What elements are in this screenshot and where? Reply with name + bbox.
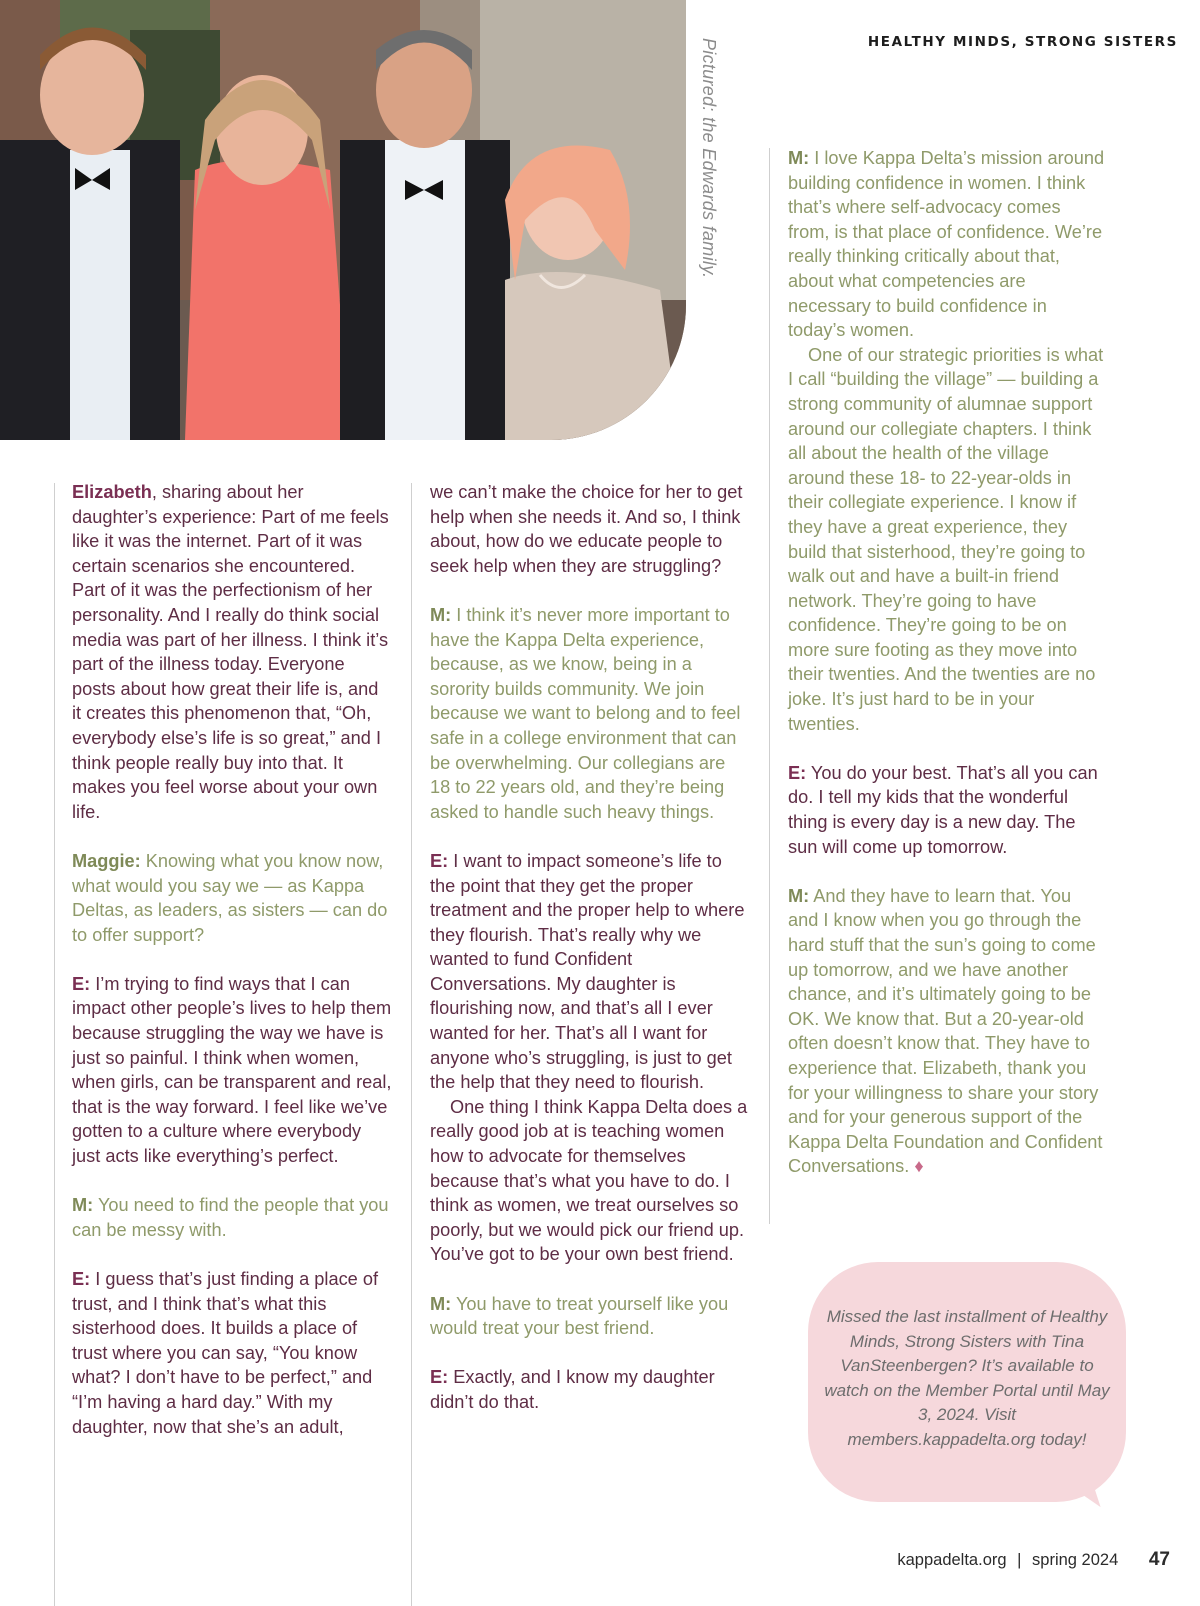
paragraph [72,972,392,1169]
paragraph-text: You have to treat yourself like you would treat your best friend. [430,1293,729,1339]
speaker-label: M: [430,604,452,625]
paragraph [72,1267,392,1439]
paragraph-text: One of our strategic priorities is what I call “building the village” — building a strong community of alumnae support around our collegiate chapters. I think all about the health of the village around these 18- to 22-year-olds in their collegiate experience. I know if they have a great experience, they build that sisterhood, they’re going to walk out and have a built-in friend network. They’re going to have confidence. They’re going to be on more sure footing as they move into their twenties. And the twenties are no joke. It’s just hard to be in your twenties. [788,344,1104,734]
speaker-label: E: [430,850,449,871]
column-rule-1 [54,483,55,1606]
paragraph-text: You do your best. That’s all you can do. I tell my kids that the wonderful thing is every day is a new day. The sun will come up tomorrow. [788,762,1098,857]
speaker-label: E: [788,762,807,783]
paragraph [72,480,392,824]
column-rule-3 [769,148,770,1224]
paragraph-text: I love Kappa Delta’s mission around building confidence in women. I think that’s where self-advocacy comes from, is that place of confidence. We’re really thinking critically about that, about what competencies are necessary to build confidence in today’s women. [788,148,1105,341]
callout-text: Missed the last installment of Healthy Minds, Strong Sisters with Tina VanSteenbergen? It’s available to watch on the Member Portal until May 3, 2024. Visit members.kappadelta.org today! [824,1307,1110,1449]
photo-caption: Pictured: the Edwards family. [699,38,719,279]
end-mark-diamond-icon: ♦ [909,1156,924,1177]
paragraph [788,343,1106,737]
paragraph-text: You need to find the people that you can be messy with. [72,1195,389,1240]
paragraph [430,1365,750,1414]
footer-site: kappadelta.org [897,1551,1007,1569]
paragraph [430,1292,750,1341]
speaker-label: M: [788,148,810,168]
article-column-3 [788,146,1106,1204]
paragraph [788,761,1106,859]
speaker-label: Maggie: [72,850,141,871]
paragraph [72,1193,392,1242]
section-title: HEALTHY MINDS, STRONG SISTERS [867,34,1178,50]
paragraph-text: Exactly, and I know my daughter didn’t do that. [430,1367,715,1412]
paragraph [430,603,750,824]
paragraph-text: I think it’s never more important to have the Kappa Delta experience, because, as we know, being in a sorority builds community. We join because we want to belong and to feel safe in a college environment that can be overwhelming. Our collegians are 18 to 22 years old, and they’re being asked to handle such heavy things. [430,604,741,822]
speaker-label: E: [430,1367,449,1388]
family-photo [0,0,686,440]
paragraph [430,849,750,1095]
column-rule-2 [411,483,412,1606]
paragraph [72,849,392,947]
footer-issue: spring 2024 [1032,1551,1119,1569]
speaker-label: M: [72,1195,94,1216]
speaker-label: M: [430,1293,452,1314]
page-footer [897,1549,1170,1571]
paragraph-text: , sharing about her daughter’s experience: Part of me feels like it was the internet. Part of it was certain scenarios she encountered. Part of it was the perfectionism of her personality. And I really do think social media was part of her illness. I think it’s part of the illness today. Everyone posts about how great their life is, and it creates this phenomenon that, “Oh, everybody else’s life is so great,” and I think people really buy into that. It makes you feel worse about your own life. [72,482,389,822]
page-number: 47 [1148,1549,1170,1570]
paragraph [430,1095,750,1267]
paragraph-text: And they have to learn that. You and I know when you go through the hard stuff that the sun’s going to come up tomorrow, and we have another chance, and it’s ultimately going to be OK. We know that. But a 20-year-old often doesn’t know that. They have to experience that. Elizabeth, thank you for your willingness to share your story and for your generous support of the Kappa Delta Foundation and Confident Conversations. [788,885,1103,1177]
paragraph-text: I want to impact someone’s life to the point that they get the proper treatment and the proper help to where they flourish. That’s really why we wanted to fund Confident Conversations. My daughter is flourishing now, and that’s all I ever wanted for her. That’s all I want for anyone who’s struggling, is just to get the help that they need to flourish. [430,850,745,1093]
speaker-label: M: [788,885,810,906]
paragraph-text: I guess that’s just finding a place of trust, and I think that’s what this sisterhood does. It builds a place of trust where you can say, “You know what? I don’t have to be perfect,” and “I’m having a hard day.” With my daughter, now that she’s an adult, [72,1269,378,1437]
paragraph-text: One thing I think Kappa Delta does a really good job at is teaching women how to advocate for themselves because that’s what you have to do. I think as women, we treat ourselves so poorly, but we would pick our friend up. You’ve got to be your own best friend. [430,1096,748,1265]
footer-separator: | [1017,1551,1022,1569]
paragraph [430,480,750,578]
speaker-label: E: [72,1269,91,1289]
speaker-label: E: [72,973,91,994]
paragraph [788,884,1106,1179]
speaker-label: Elizabeth [72,482,152,502]
article-column-2 [430,480,750,1439]
paragraph-text: we can’t make the choice for her to get help when she needs it. And so, I think about, how do we educate people to seek help when they are struggling? [430,482,743,576]
paragraph [788,146,1106,343]
paragraph-text: Knowing what you know now, what would you say we — as Kappa Deltas, as leaders, as sisters — can do to offer support? [72,850,388,945]
paragraph-text: I’m trying to find ways that I can impact other people’s lives to help them because struggling the way we have is just so painful. I think when women, when girls, can be transparent and real, that is the way forward. I feel like we’ve gotten to a culture where everybody just acts like everything’s perfect. [72,973,392,1167]
article-column-1 [72,480,392,1464]
